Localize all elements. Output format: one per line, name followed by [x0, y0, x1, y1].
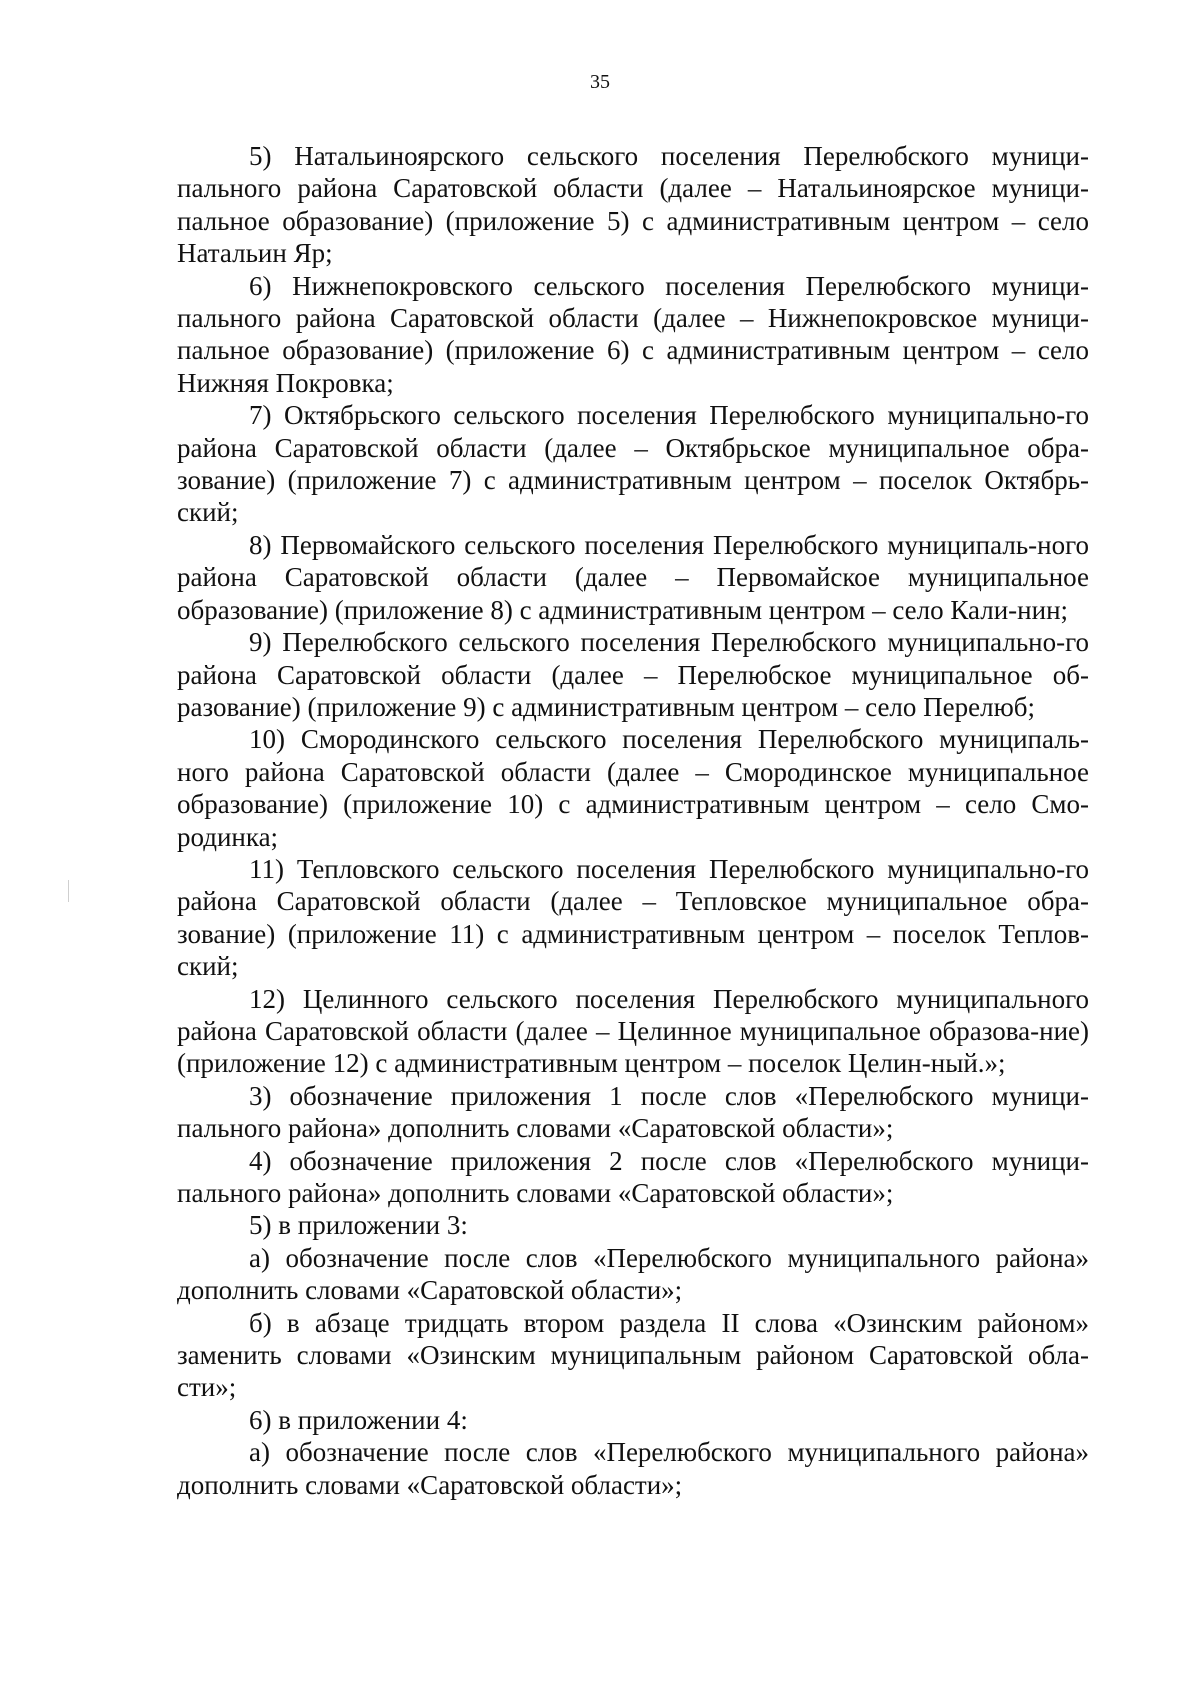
paragraph-item-6-nizhnyaya-pokrovka: 6) Нижнепокровского сельского поселения Перелюбского муници-пального района Саратовской области (далее – Нижнепокровское муници-пальное образование) (приложение 6) с административным центром – село Нижняя Покровка;	[177, 270, 1089, 398]
paragraph-amendment-6a: а) обозначение после слов «Перелюбского муниципального района» дополнить словами «Саратовской области»;	[177, 1437, 1089, 1500]
paragraph-item-8-kalinin: 8) Первомайского сельского поселения Перелюбского муниципаль-ного района Саратовской области (далее – Первомайское муниципальное образование) (приложение 8) с административным центром – село Кали-нин;	[177, 529, 1089, 625]
document-body	[177, 140, 1089, 1501]
scan-artifact-mark	[68, 880, 69, 902]
paragraph-amendment-4: 4) обозначение приложения 2 после слов «Перелюбского муници-пального района» дополнить словами «Саратовской области»;	[177, 1145, 1089, 1208]
paragraph-item-5-natalin-yar: 5) Натальиноярского сельского поселения Перелюбского муници-пального района Саратовской области (далее – Натальиноярское муници-пальное образование) (приложение 5) с административным центром – село Натальин Яр;	[177, 141, 1089, 269]
paragraph-item-7-oktyabrsky: 7) Октябрьского сельского поселения Перелюбского муниципально-го района Саратовской области (далее – Октябрьское муниципальное обра-зование) (приложение 7) с административным центром – поселок Октябрь-ский;	[177, 400, 1089, 528]
paragraph-item-12-tselinny: 12) Целинного сельского поселения Перелюбского муниципального района Саратовской области (далее – Целинное муниципальное образова-ние) (приложение 12) с административным центром – поселок Целин-ный.»;	[177, 983, 1089, 1079]
paragraph-item-11-teplovsky: 11) Тепловского сельского поселения Перелюбского муниципально-го района Саратовской области (далее – Тепловское муниципальное обра-зование) (приложение 11) с административным центром – поселок Теплов-ский;	[177, 853, 1089, 982]
paragraph-amendment-5: 5) в приложении 3:	[249, 1210, 468, 1241]
page-number: 35	[590, 71, 610, 93]
paragraph-amendment-3: 3) обозначение приложения 1 после слов «Перелюбского муници-пального района» дополнить словами «Саратовской области»;	[177, 1080, 1089, 1144]
paragraph-amendment-5b: б) в абзаце тридцать втором раздела II слова «Озинским районом» заменить словами «Озинским муниципальным районом Саратовской обла-сти»;	[177, 1307, 1089, 1403]
paragraph-amendment-5a: а) обозначение после слов «Перелюбского муниципального района» дополнить словами «Саратовской области»;	[177, 1242, 1089, 1306]
paragraph-amendment-6: 6) в приложении 4:	[249, 1404, 468, 1435]
paragraph-item-9-perelyub: 9) Перелюбского сельского поселения Перелюбского муниципально-го района Саратовской области (далее – Перелюбское муниципальное об-разование) (приложение 9) с административным центром – село Перелюб;	[177, 627, 1089, 722]
paragraph-item-10-smorodinka: 10) Смородинского сельского поселения Перелюбского муниципаль-ного района Саратовской области (далее – Смородинское муниципальное образование) (приложение 10) с административным центром – село Смо-родинка;	[177, 724, 1089, 852]
